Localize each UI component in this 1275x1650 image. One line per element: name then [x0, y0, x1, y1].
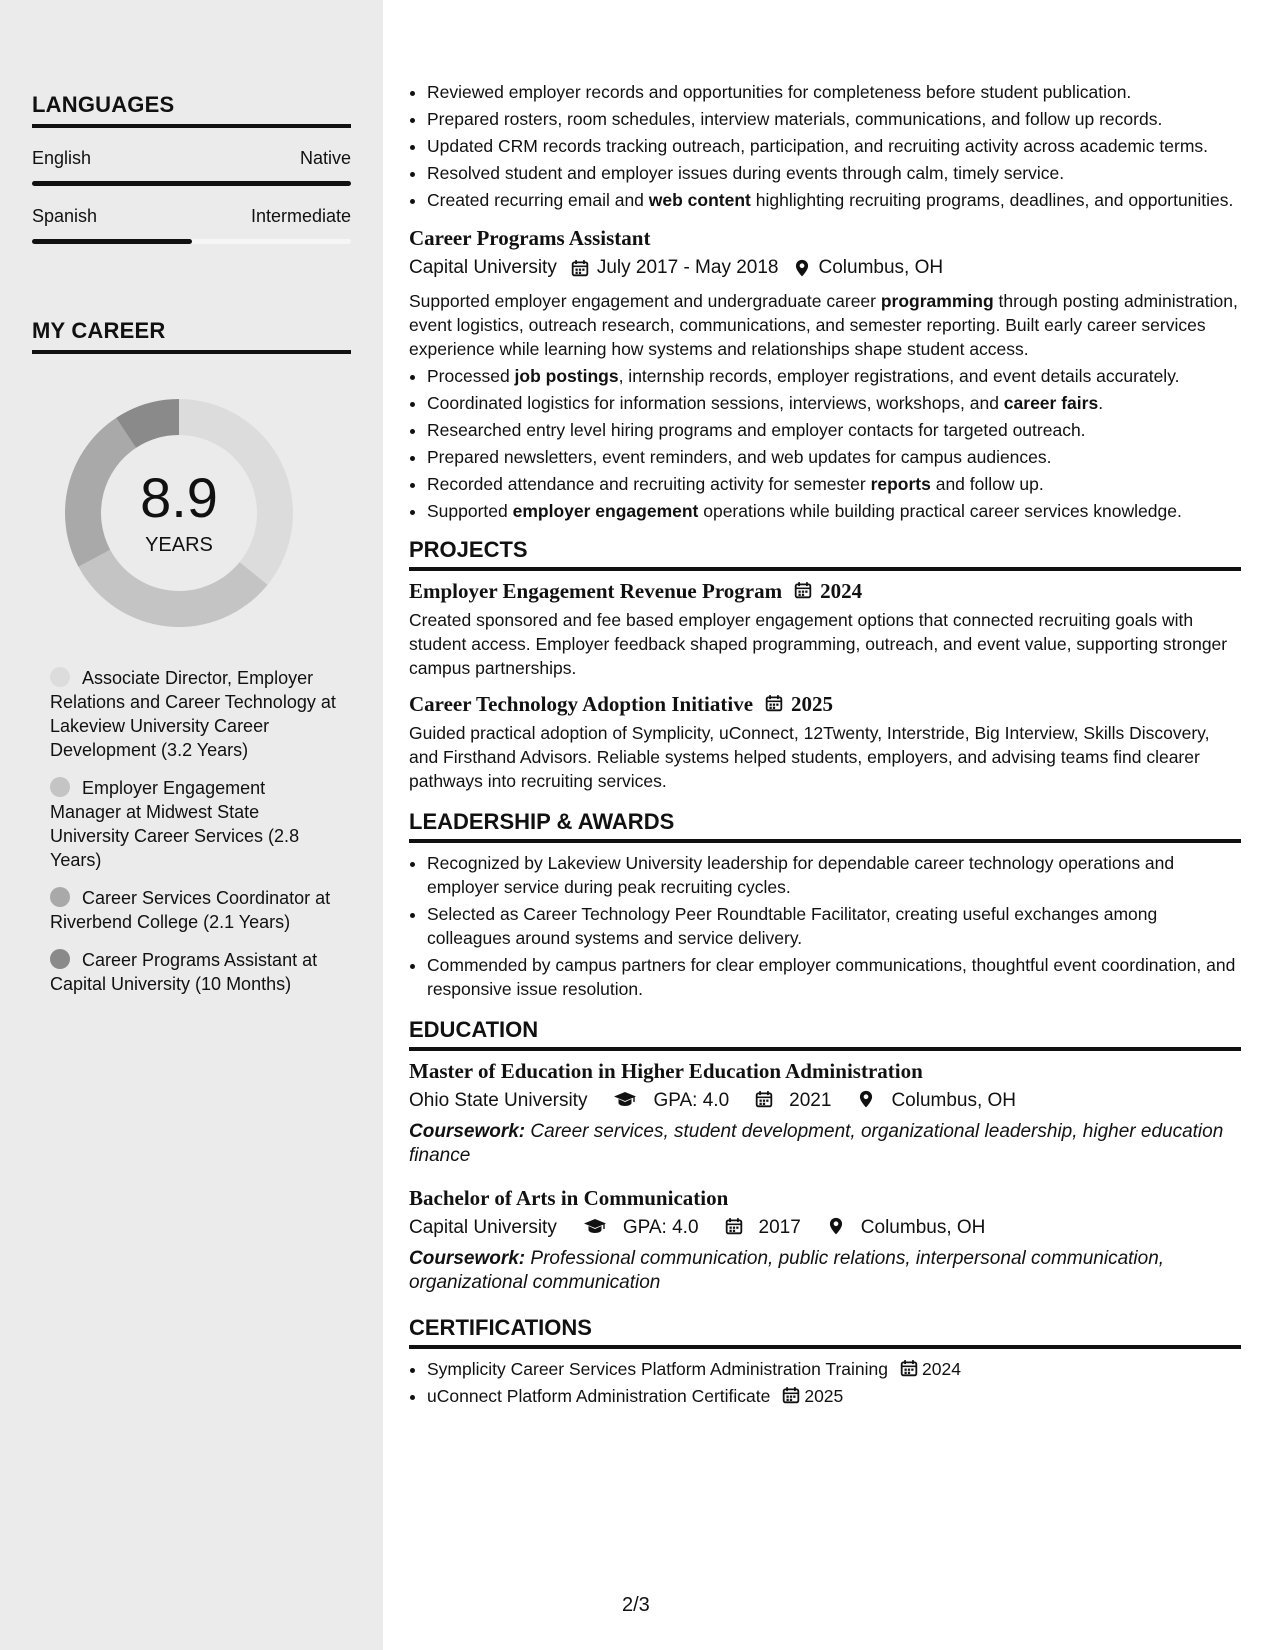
- bullet-item: • Selected as Career Technology Peer Roundtable Facilitator, creating useful exchanges among colleagues around systems and service delivery.: [427, 902, 1241, 950]
- bold-keyword: programming: [880, 291, 994, 311]
- job-meta: [409, 257, 1241, 279]
- bold-keyword: job postings: [514, 366, 619, 386]
- page-number: 2/3: [622, 1594, 650, 1616]
- bullet-item: • Created recurring email and web content highlighting recruiting programs, deadlines, and opportunities.: [427, 188, 1241, 212]
- project-title: Career Technology Adoption Initiative: [409, 692, 754, 716]
- bullet-item: • Commended by campus partners for clear employer communications, thoughtful event coordination, and responsive issue resolution.: [427, 953, 1241, 1001]
- graduation-cap-icon: [583, 1217, 607, 1235]
- prior-job-bullets: [409, 80, 1241, 212]
- job-location: Columbus, OH: [818, 257, 944, 278]
- graduation-year: 2017: [758, 1217, 801, 1238]
- bold-keyword: employer engagement: [512, 501, 699, 521]
- location-pin-icon: [827, 1217, 845, 1235]
- bold-keyword: reports: [870, 474, 931, 494]
- calendar-icon: [794, 581, 812, 599]
- icon-wrap: [599, 1090, 645, 1112]
- bullet-item: • Researched entry level hiring programs and employer contacts for targeted outreach.: [427, 418, 1241, 442]
- language-name: Spanish: [32, 206, 98, 226]
- career-legend-label: Associate Director, Employer Relations and Career Technology at Lakeview University Career Development (3.2 Years): [50, 668, 336, 760]
- calendar-icon-wrap: [794, 581, 812, 602]
- job-entry: [409, 226, 1241, 523]
- bullet-item: • Recorded attendance and recruiting activity for semester reports and follow up.: [427, 472, 1241, 496]
- certification-year: 2025: [804, 1386, 844, 1406]
- gpa: GPA: 4.0: [622, 1217, 699, 1238]
- language-proficiency-fill: [32, 181, 351, 186]
- language-item: [32, 206, 351, 244]
- education-entry: [409, 1059, 1241, 1168]
- language-proficiency-bar: [32, 181, 351, 186]
- bold-keyword: career fairs: [1003, 393, 1099, 413]
- icon-wrap: [741, 1090, 781, 1112]
- graduation-cap-icon: [613, 1090, 637, 1108]
- icon-wrap: [782, 1386, 800, 1406]
- bullet-item: • Updated CRM records tracking outreach, participation, and recruiting activity across academic terms.: [427, 134, 1241, 158]
- icon-wrap: [843, 1090, 883, 1112]
- career-legend-item: [50, 666, 340, 762]
- certification-item: [427, 1357, 1241, 1381]
- icon-wrap: [711, 1217, 751, 1239]
- coursework: [409, 1247, 1241, 1295]
- job-bullets: [409, 364, 1241, 523]
- career-donut-chart: [64, 398, 294, 628]
- calendar-icon: [900, 1359, 918, 1377]
- bold-keyword: web content: [648, 190, 751, 210]
- calendar-icon: [725, 1217, 743, 1235]
- job-summary: Supported employer engagement and undergraduate career programming through posting administration, event logistics, outreach research, communications, and semester reporting. Built early career services experience while learning how systems and relationships shape student access.: [409, 291, 1238, 359]
- education-meta: [409, 1217, 1241, 1239]
- bullet-item: • Prepared rosters, room schedules, interview materials, communications, and follow up records.: [427, 107, 1241, 131]
- job-company: Capital University: [409, 257, 557, 278]
- coursework: [409, 1120, 1241, 1168]
- graduation-year: 2021: [789, 1090, 832, 1111]
- career-total-unit: YEARS: [145, 533, 213, 556]
- project-entry: [409, 579, 1241, 680]
- language-proficiency-fill: [32, 239, 192, 244]
- job-dates: July 2017 - May 2018: [596, 257, 779, 278]
- education-list: [409, 1059, 1241, 1295]
- calendar-icon: [765, 694, 783, 712]
- language-level: Native: [299, 148, 351, 168]
- location-pin-icon: [793, 259, 811, 277]
- project-title: Employer Engagement Revenue Program: [409, 579, 783, 603]
- career-legend-label: Career Services Coordinator at Riverbend College (2.1 Years): [50, 888, 331, 932]
- calendar-icon: [782, 1386, 800, 1404]
- project-description: Guided practical adoption of Symplicity, uConnect, 12Twenty, Interstride, Big Interview, Skills Discovery, and Firsthand Advisors. Reliable systems helped students, employers, and advising teams find clearer pathways into recruiting services.: [409, 723, 1210, 791]
- legend-swatch: [50, 887, 70, 907]
- legend-swatch: [50, 777, 70, 797]
- projects-list: [409, 579, 1241, 793]
- legend-swatch: [50, 949, 70, 969]
- bullet-item: • Supported employer engagement operations while building practical career services knowledge.: [427, 499, 1241, 523]
- calendar-icon-wrap: [765, 694, 783, 715]
- career-legend-item: [50, 948, 340, 996]
- bullet-item: • Processed job postings, internship records, employer registrations, and event details accurately.: [427, 364, 1241, 388]
- education-meta: [409, 1090, 1241, 1112]
- projects-heading: PROJECTS: [409, 537, 1241, 571]
- language-item: [32, 148, 351, 186]
- education-location: Columbus, OH: [860, 1217, 986, 1238]
- certification-item: [427, 1384, 1241, 1408]
- career-legend-item: [50, 776, 340, 872]
- coursework-text: Career services, student development, organizational leadership, higher education finance: [409, 1121, 1224, 1166]
- coursework-text: Professional communication, public relations, interpersonal communication, organizational communication: [409, 1248, 1165, 1293]
- career-heading: MY CAREER: [32, 318, 351, 354]
- bullet-item: • Resolved student and employer issues during events through calm, timely service.: [427, 161, 1241, 185]
- languages-heading: LANGUAGES: [32, 92, 351, 128]
- project-year: 2025: [791, 692, 834, 716]
- bullet-item: • Coordinated logistics for information sessions, interviews, workshops, and career fairs.: [427, 391, 1241, 415]
- project-description: Created sponsored and fee based employer engagement options that connected recruiting goals with student access. Employer feedback shaped programming, outreach, and event value, supporting stronger campus partnerships.: [409, 610, 1228, 678]
- certifications-heading: CERTIFICATIONS: [409, 1315, 1241, 1349]
- coursework-label: Coursework:: [409, 1121, 526, 1142]
- calendar-icon: [571, 259, 589, 277]
- sidebar: [0, 0, 383, 1650]
- certification-name: Symplicity Career Services Platform Administration Training: [427, 1359, 888, 1379]
- career-total-years: 8.9: [140, 465, 218, 529]
- location-pin-icon: [857, 1090, 875, 1108]
- bullet-item: • Recognized by Lakeview University leadership for dependable career technology operations and employer service during peak recruiting cycles.: [427, 851, 1241, 899]
- calendar-icon: [755, 1090, 773, 1108]
- icon-wrap: [569, 1217, 615, 1239]
- career-legend: [50, 666, 340, 996]
- language-level: Intermediate: [250, 206, 351, 226]
- language-name: English: [32, 148, 92, 168]
- leadership-heading: LEADERSHIP & AWARDS: [409, 809, 1241, 843]
- leadership-bullets: [409, 851, 1241, 1001]
- certifications-list: [409, 1357, 1241, 1408]
- career-legend-item: [50, 886, 340, 934]
- legend-swatch: [50, 667, 70, 687]
- icon-wrap: [813, 1217, 853, 1239]
- project-entry: [409, 692, 1241, 793]
- project-year: 2024: [820, 579, 863, 603]
- degree-title: Bachelor of Arts in Communication: [409, 1186, 729, 1210]
- degree-title: Master of Education in Higher Education Administration: [409, 1059, 923, 1083]
- school-name: Ohio State University: [409, 1090, 588, 1111]
- job-title: Career Programs Assistant: [409, 226, 651, 250]
- main-content: [409, 0, 1241, 1650]
- gpa: GPA: 4.0: [653, 1090, 730, 1111]
- bullet-item: • Prepared newsletters, event reminders, and web updates for campus audiences.: [427, 445, 1241, 469]
- education-heading: EDUCATION: [409, 1017, 1241, 1051]
- certification-year: 2024: [922, 1359, 961, 1379]
- career-legend-label: Career Programs Assistant at Capital University (10 Months): [50, 950, 318, 994]
- education-location: Columbus, OH: [891, 1090, 1017, 1111]
- education-entry: [409, 1186, 1241, 1295]
- certification-name: uConnect Platform Administration Certificate: [427, 1386, 771, 1406]
- project-title-row: [409, 579, 1241, 604]
- career-legend-label: Employer Engagement Manager at Midwest State University Career Services (2.8 Years): [50, 778, 300, 870]
- bullet-item: • Reviewed employer records and opportunities for completeness before student publication.: [427, 80, 1241, 104]
- coursework-label: Coursework:: [409, 1248, 526, 1269]
- project-title-row: [409, 692, 1241, 717]
- language-proficiency-bar: [32, 239, 351, 244]
- school-name: Capital University: [409, 1217, 557, 1238]
- icon-wrap: [900, 1359, 918, 1379]
